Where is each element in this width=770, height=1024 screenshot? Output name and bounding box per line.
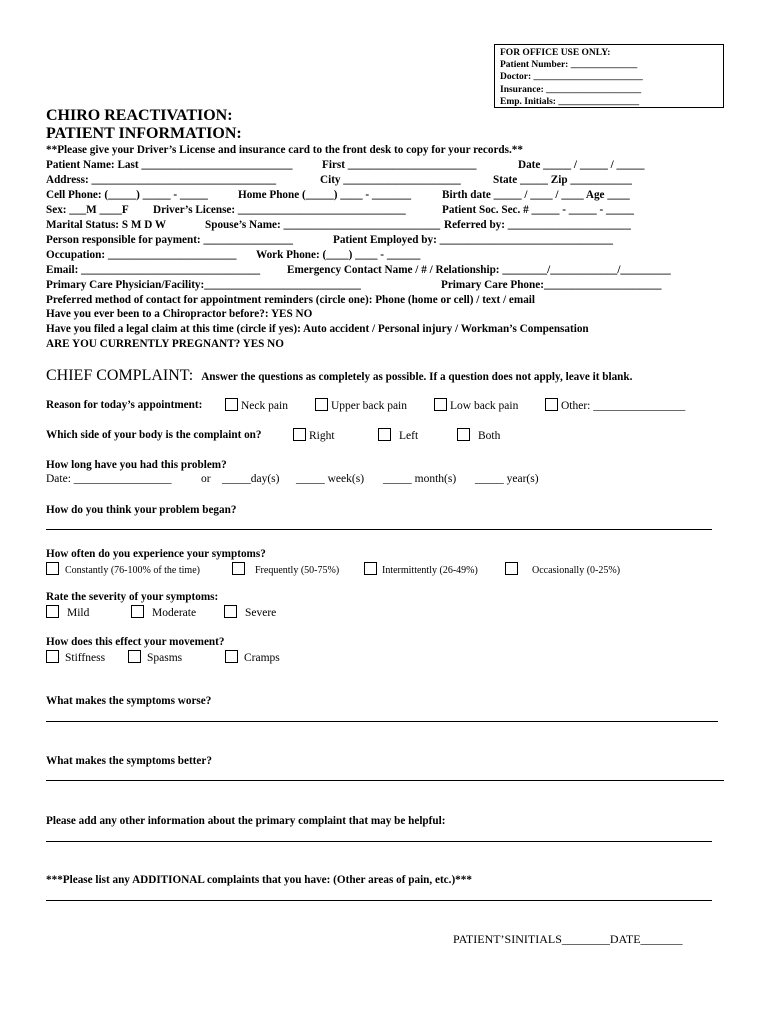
cell-phone-field[interactable]: Cell Phone: (_____) _____ - _____ [46,189,208,201]
reason-row [46,398,202,413]
reason-other[interactable]: Other: ________________ [545,398,685,412]
office-title: FOR OFFICE USE ONLY: [500,48,611,58]
spouse-name-field[interactable]: Spouse’s Name: ____________________________ [205,219,441,231]
right-checkbox[interactable] [293,428,306,441]
sex-field[interactable]: Sex: ___M ____F [46,204,129,216]
often-frequently[interactable]: Frequently (50-75%) [232,562,339,576]
pregnant-question[interactable]: ARE YOU CURRENTLY PREGNANT? YES NO [46,338,284,350]
cramps-checkbox[interactable] [225,650,238,663]
patient-initials-date[interactable]: PATIENT’SINITIALS________DATE_______ [453,932,683,946]
other-checkbox[interactable] [545,398,558,411]
often-occasionally[interactable]: Occasionally (0-25%) [505,562,620,576]
reason-upper-back[interactable]: Upper back pain [315,398,407,412]
low-back-pain-checkbox[interactable] [434,398,447,411]
worse-answer-line[interactable] [46,721,718,722]
severity-moderate[interactable]: Moderate [131,605,196,619]
office-use-box [494,44,724,108]
reason-neck[interactable]: Neck pain [225,398,288,412]
frequently-checkbox[interactable] [232,562,245,575]
primary-care-physician-field[interactable]: Primary Care Physician/Facility:____________________________ [46,279,361,291]
often-label: How often do you experience your symptoms? [46,548,266,560]
left-checkbox[interactable] [378,428,391,441]
severe-checkbox[interactable] [224,605,237,618]
chief-complaint-title: CHIEF COMPLAINT: [46,367,194,384]
last-name-field[interactable]: Patient Name: Last ___________________________ [46,159,293,171]
severity-mild[interactable]: Mild [46,605,89,619]
contact-preference[interactable]: Preferred method of contact for appointment reminders (circle one): Phone (home or cell) / text / email [46,294,536,306]
often-intermittently[interactable]: Intermittently (26-49%) [364,562,478,576]
first-name-field[interactable]: First _______________________ [322,159,477,171]
better-label: What makes the symptoms better? [46,755,212,767]
birthdate-age-field[interactable]: Birth date _____ / ____ / ____ Age ____ [442,189,630,201]
license-note: **Please give your Driver’s License and insurance card to the front desk to copy for your records.** [46,144,523,156]
emergency-contact-field[interactable]: Emergency Contact Name / # / Relationship: ________/____________/_________ [287,264,671,276]
side-left[interactable]: Left [378,428,418,442]
better-answer-line[interactable] [46,780,724,781]
side-both[interactable]: Both [457,428,500,442]
other-info-label: Please add any other information about the primary complaint that may be helpful: [46,815,446,827]
both-checkbox[interactable] [457,428,470,441]
occasionally-checkbox[interactable] [505,562,518,575]
stiffness-checkbox[interactable] [46,650,59,663]
email-field[interactable]: Email: ________________________________ [46,264,261,276]
moderate-checkbox[interactable] [131,605,144,618]
city-field[interactable]: City _____________________ [320,174,461,186]
began-label: How do you think your problem began? [46,504,237,516]
severity-label: Rate the severity of your symptoms: [46,591,219,603]
referred-by-field[interactable]: Referred by: ______________________ [444,219,631,231]
primary-care-phone-field[interactable]: Primary Care Phone:_____________________ [441,279,662,291]
movement-label: How does this effect your movement? [46,636,225,648]
office-insurance[interactable]: Insurance: ____________________ [500,84,642,95]
reason-low-back[interactable]: Low back pain [434,398,518,412]
complaint-instructions: Answer the questions as completely as possible. If a question does not apply, leave it blank. [201,371,633,383]
office-doctor[interactable]: Doctor: _______________________ [500,72,643,83]
howlong-or: or [201,473,211,485]
drivers-license-field[interactable]: Driver’s License: ______________________________ [153,204,406,216]
marital-status-field[interactable]: Marital Status: S M D W [46,219,167,231]
legal-claim[interactable]: Have you filed a legal claim at this time (circle if yes): Auto accident / Personal injury / Workman’s Compensation [46,323,589,335]
began-answer-line[interactable] [46,529,712,530]
howlong-years[interactable]: _____ year(s) [475,473,539,485]
chief-complaint-header [46,367,632,385]
ssn-field[interactable]: Patient Soc. Sec. # _____ - _____ - _____ [442,204,635,216]
occupation-field[interactable]: Occupation: _______________________ [46,249,237,261]
movement-spasms[interactable]: Spasms [128,650,182,664]
other-info-answer-line[interactable] [46,841,712,842]
employer-field[interactable]: Patient Employed by: _______________________________ [333,234,613,246]
movement-cramps[interactable]: Cramps [225,650,280,664]
address-field[interactable]: Address: _________________________________ [46,174,277,186]
worse-label: What makes the symptoms worse? [46,695,212,707]
additional-answer-line[interactable] [46,900,712,901]
office-patient-number[interactable]: Patient Number: ______________ [500,60,638,71]
neck-pain-checkbox[interactable] [225,398,238,411]
additional-label: ***Please list any ADDITIONAL complaints that you have: (Other areas of pain, etc.)*** [46,874,472,886]
date-field[interactable]: Date _____ / _____ / _____ [518,159,645,171]
howlong-label: How long have you had this problem? [46,459,227,471]
howlong-weeks[interactable]: _____ week(s) [296,473,365,485]
howlong-days[interactable]: _____day(s) [222,473,280,485]
mild-checkbox[interactable] [46,605,59,618]
howlong-months[interactable]: _____ month(s) [383,473,457,485]
work-phone-field[interactable]: Work Phone: (____) ____ - ______ [256,249,421,261]
state-zip-field[interactable]: State _____ Zip ___________ [493,174,632,186]
form-title: CHIRO REACTIVATION: [46,107,233,124]
chiropractor-before[interactable]: Have you ever been to a Chiropractor before?: YES NO [46,308,313,320]
howlong-date[interactable]: Date: _________________ [46,473,172,485]
section-title-patient-info: PATIENT INFORMATION: [46,125,242,142]
side-right[interactable]: Right [293,428,335,442]
payment-responsible-field[interactable]: Person responsible for payment: ________________ [46,234,293,246]
movement-stiffness[interactable]: Stiffness [46,650,105,664]
reason-label: Reason for today’s appointment: [46,399,203,411]
office-emp-initials[interactable]: Emp. Initials: _________________ [500,96,640,107]
severity-severe[interactable]: Severe [224,605,276,619]
side-label: Which side of your body is the complaint on? [46,429,262,441]
intermittently-checkbox[interactable] [364,562,377,575]
constantly-checkbox[interactable] [46,562,59,575]
home-phone-field[interactable]: Home Phone (_____) ____ - _______ [238,189,412,201]
spasms-checkbox[interactable] [128,650,141,663]
often-constantly[interactable]: Constantly (76-100% of the time) [46,562,200,576]
upper-back-pain-checkbox[interactable] [315,398,328,411]
